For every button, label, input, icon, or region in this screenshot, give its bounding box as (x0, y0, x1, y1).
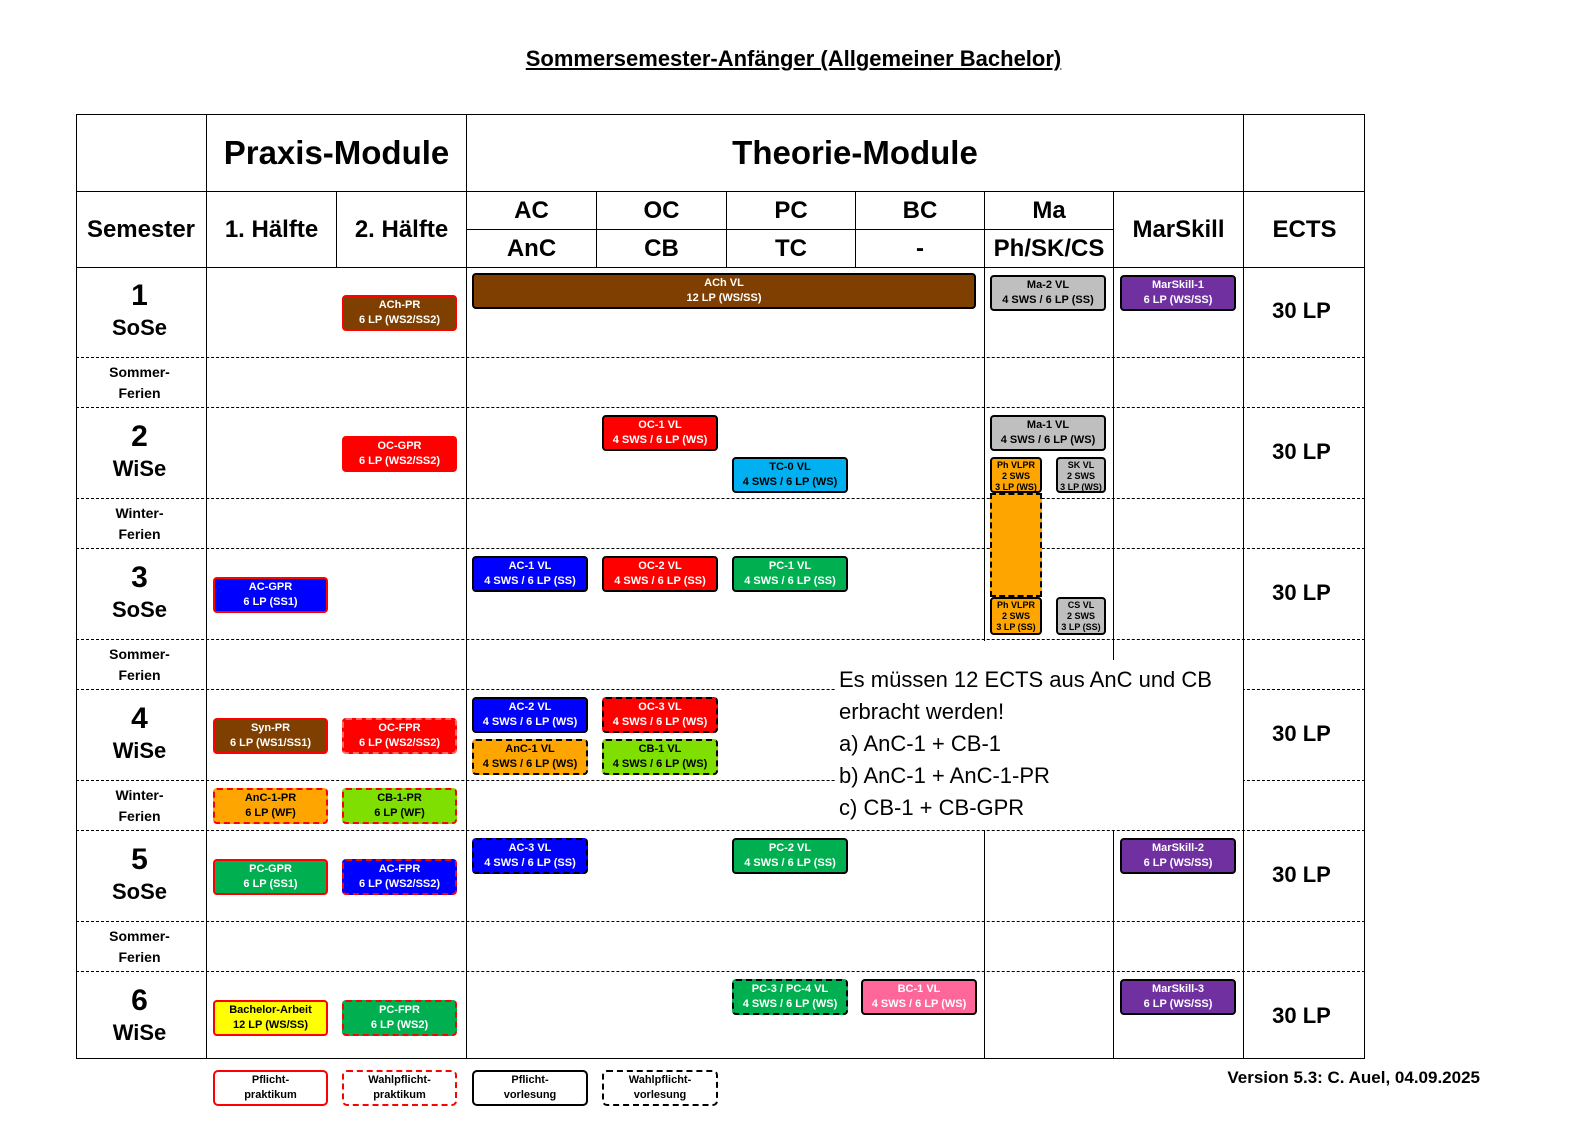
grid-line (76, 830, 1365, 831)
module-ma2-vl: Ma-2 VL 4 SWS / 6 LP (SS) (990, 275, 1106, 311)
module-sk-vl: SK VL 2 SWS 3 LP (WS) (1056, 457, 1106, 493)
header-oc: OC (643, 196, 680, 224)
grid-line (76, 498, 1365, 499)
ects-semester-3: 30 LP (1272, 580, 1331, 605)
header-tc: TC (775, 234, 807, 262)
legend-pflichtpraktikum: Pflicht- praktikum (213, 1070, 328, 1106)
ects-semester-1: 30 LP (1272, 298, 1331, 323)
module-oc2-vl: OC-2 VL 4 SWS / 6 LP (SS) (602, 556, 718, 592)
grid-line (76, 407, 1365, 408)
module-ac-fpr: AC-FPR 6 LP (WS2/SS2) (342, 859, 457, 895)
legend-wahlpflichtpraktikum: Wahlpflicht- praktikum (342, 1070, 457, 1106)
module-cb1-pr: CB-1-PR 6 LP (WF) (342, 788, 457, 824)
module-marskill-2: MarSkill-2 6 LP (WS/SS) (1120, 838, 1236, 874)
header-marskill: MarSkill (1132, 215, 1225, 243)
module-oc1-vl: OC-1 VL 4 SWS / 6 LP (WS) (602, 415, 718, 451)
module-ach-vl: ACh VL 12 LP (WS/SS) (472, 273, 976, 309)
module-ma1-vl: Ma-1 VL 4 SWS / 6 LP (WS) (990, 415, 1106, 451)
ects-requirement-note: Es müssen 12 ECTS aus AnC und CB erbracht werden! a) AnC-1 + CB-1 b) AnC-1 + AnC-1-PR c) CB-1 + CB-GPR (835, 660, 1243, 830)
break-label: Winter- Ferien (115, 787, 164, 824)
header-theorie-module: Theorie-Module (732, 133, 978, 171)
module-pc-gpr: PC-GPR 6 LP (SS1) (213, 859, 328, 895)
ects-semester-4: 30 LP (1272, 721, 1331, 746)
header-haelfte-2: 2. Hälfte (354, 215, 449, 243)
header-pc: PC (774, 196, 808, 224)
grid-line (76, 357, 1365, 358)
module-oc-fpr: OC-FPR 6 LP (WS2/SS2) (342, 718, 457, 754)
module-cb1-vl: CB-1 VL 4 SWS / 6 LP (WS) (602, 739, 718, 775)
module-pc2-vl: PC-2 VL 4 SWS / 6 LP (SS) (732, 838, 848, 874)
module-ac2-vl: AC-2 VL 4 SWS / 6 LP (WS) (472, 697, 588, 733)
legend-wahlpflichtvorlesung: Wahlpflicht- vorlesung (602, 1070, 718, 1106)
module-ac1-vl: AC-1 VL 4 SWS / 6 LP (SS) (472, 556, 588, 592)
grid-line (76, 267, 1365, 268)
module-cs-vl: CS VL 2 SWS 3 LP (SS) (1056, 597, 1106, 635)
module-marskill-3: MarSkill-3 6 LP (WS/SS) (1120, 979, 1236, 1015)
module-oc-gpr: OC-GPR 6 LP (WS2/SS2) (342, 436, 457, 472)
header-bc-sub: - (916, 234, 924, 262)
header-bc: BC (902, 196, 938, 224)
module-anc1-vl: AnC-1 VL 4 SWS / 6 LP (WS) (472, 739, 588, 775)
version-info: Version 5.3: C. Auel, 04.09.2025 (1227, 1068, 1480, 1087)
module-ac-gpr: AC-GPR 6 LP (SS1) (213, 577, 328, 613)
grid-line (76, 971, 1365, 972)
ects-semester-6: 30 LP (1272, 1003, 1331, 1028)
header-ects: ECTS (1272, 215, 1337, 243)
ects-semester-5: 30 LP (1272, 862, 1331, 887)
module-pc3-pc4-vl: PC-3 / PC-4 VL 4 SWS / 6 LP (WS) (732, 979, 848, 1015)
header-ma: Ma (1032, 196, 1066, 224)
ects-semester-2: 30 LP (1272, 439, 1331, 464)
module-bc1-vl: BC-1 VL 4 SWS / 6 LP (WS) (861, 979, 977, 1015)
semester-4-label: 4 WiSe (112, 702, 167, 763)
header-semester: Semester (86, 215, 196, 243)
page-title: Sommersemester-Anfänger (Allgemeiner Bachelor) (525, 46, 1062, 71)
header-cb: CB (644, 234, 679, 262)
grid-line (76, 548, 1365, 549)
module-ach-pr: ACh-PR 6 LP (WS2/SS2) (342, 295, 457, 331)
grid-line (984, 830, 985, 1059)
break-label: Winter- Ferien (115, 505, 164, 542)
break-label: Sommer- Ferien (109, 364, 170, 401)
ph-vlpr-span (990, 493, 1042, 597)
header-anc: AnC (506, 234, 557, 262)
module-marskill-1: MarSkill-1 6 LP (WS/SS) (1120, 275, 1236, 311)
module-pc1-vl: PC-1 VL 4 SWS / 6 LP (SS) (732, 556, 848, 592)
semester-6-label: 6 WiSe (112, 984, 167, 1045)
module-pc-fpr: PC-FPR 6 LP (WS2) (342, 1000, 457, 1036)
semester-2-label: 2 WiSe (112, 420, 167, 481)
semester-3-label: 3 SoSe (111, 561, 168, 622)
header-praxis-module: Praxis-Module (223, 133, 450, 171)
module-ph-vlpr-ws: Ph VLPR 2 SWS 3 LP (WS) (990, 457, 1042, 493)
header-ph-sk-cs: Ph/SK/CS (993, 234, 1105, 262)
header-haelfte-1: 1. Hälfte (224, 215, 319, 243)
module-ac3-vl: AC-3 VL 4 SWS / 6 LP (SS) (472, 838, 588, 874)
module-syn-pr: Syn-PR 6 LP (WS1/SS1) (213, 718, 328, 754)
semester-1-label: 1 SoSe (111, 279, 168, 340)
grid-line (1113, 191, 1114, 1059)
module-ph-vlpr-ss: Ph VLPR 2 SWS 3 LP (SS) (990, 597, 1042, 635)
module-tc0-vl: TC-0 VL 4 SWS / 6 LP (WS) (732, 457, 848, 493)
header-ac: AC (514, 196, 549, 224)
module-bachelor-arbeit: Bachelor-Arbeit 12 LP (WS/SS) (213, 1000, 328, 1036)
module-oc3-vl: OC-3 VL 4 SWS / 6 LP (WS) (602, 697, 718, 733)
module-anc1-pr: AnC-1-PR 6 LP (WF) (213, 788, 328, 824)
break-label: Sommer- Ferien (109, 928, 170, 965)
semester-5-label: 5 SoSe (111, 843, 168, 904)
grid-line (76, 921, 1365, 922)
grid-line (76, 639, 1365, 640)
break-label: Sommer- Ferien (109, 646, 170, 683)
legend-pflichtvorlesung: Pflicht- vorlesung (472, 1070, 588, 1106)
